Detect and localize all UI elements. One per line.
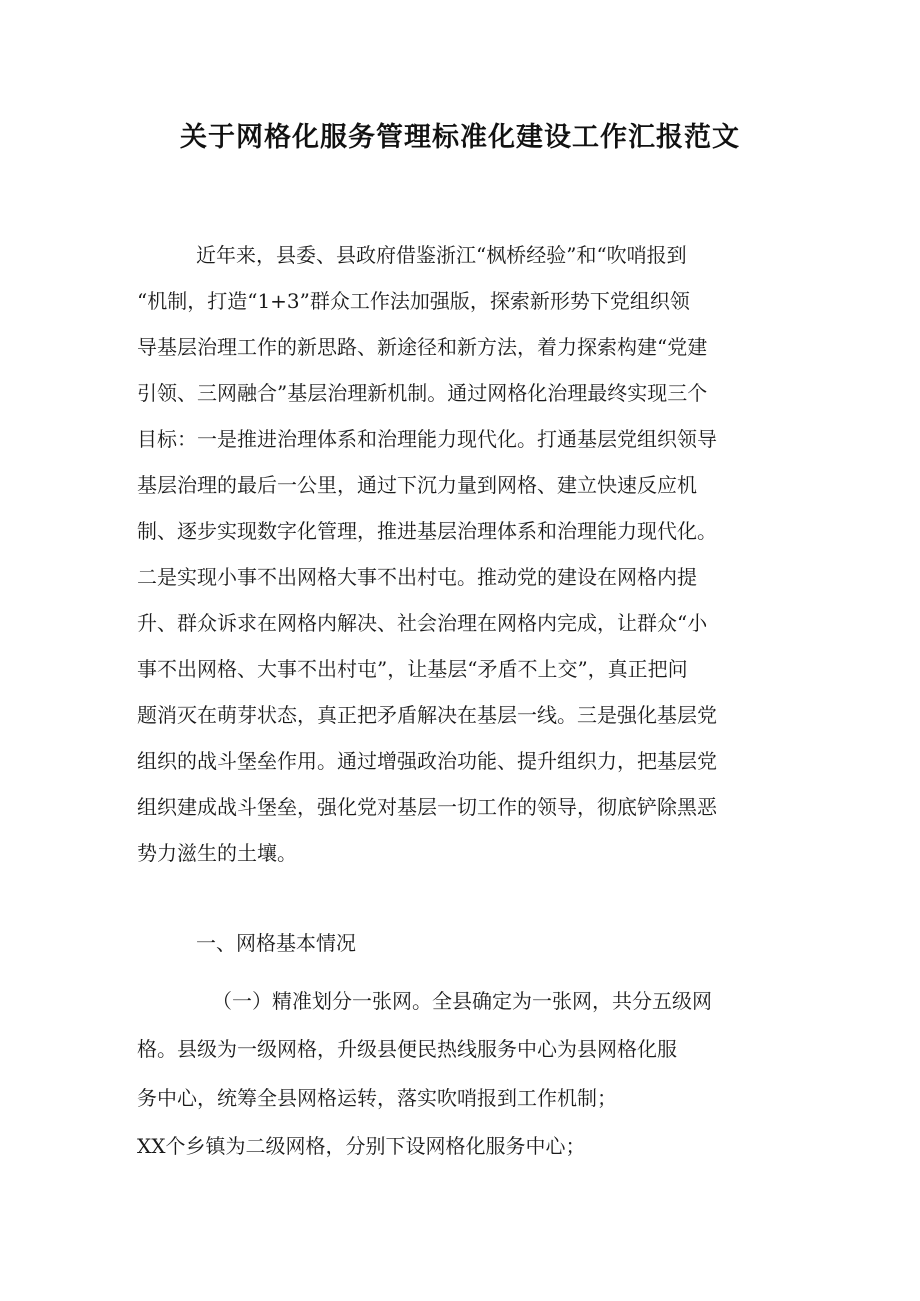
intro-line: 基层治理的最后一公里，通过下沉力量到网格、建立快速反应机 [137, 473, 697, 497]
intro-line: 升、群众诉求在网格内解决、社会治理在网格内完成，让群众“小 [137, 611, 708, 635]
intro-line: 二是实现小事不出网格大事不出村屯。推动党的建设在网格内提 [137, 565, 697, 589]
intro-line: 导基层治理工作的新思路、新途径和新方法，着力探索构建“党建 [137, 335, 708, 359]
intro-line: 势力滋生的土壤。 [137, 841, 297, 865]
intro-line: 题消灭在萌芽状态，真正把矛盾解决在基层一线。三是强化基层党 [137, 703, 717, 727]
intro-line: 组织的战斗堡垒作用。通过增强政治功能、提升组织力，把基层党 [137, 749, 717, 773]
section-line: （一）精准划分一张网。全县确定为一张网，共分五级网 [212, 989, 712, 1013]
intro-line: 组织建成战斗堡垒，强化党对基层一切工作的领导，彻底铲除黑恶 [137, 795, 717, 819]
document-title: 关于网格化服务管理标准化建设工作汇报范文 [180, 122, 740, 153]
section-line: 务中心，统筹全县网格运转，落实吹哨报到工作机制； [137, 1086, 617, 1110]
section-line: XX个乡镇为二级网格，分别下设网格化服务中心； [137, 1134, 586, 1158]
intro-line: 引领、三网融合”基层治理新机制。通过网格化治理最终实现三个 [137, 381, 708, 405]
intro-line: 事不出网格、大事不出村屯”，让基层“矛盾不上交”，真正把问 [137, 657, 688, 681]
intro-line: 制、逐步实现数字化管理，推进基层治理体系和治理能力现代化。 [137, 519, 717, 543]
intro-line: 近年来，县委、县政府借鉴浙江“枫桥经验”和“吹哨报到 [196, 243, 687, 267]
intro-line: “机制，打造“1+3”群众工作法加强版，探索新形势下党组织领 [137, 289, 690, 313]
section-heading: 一、网格基本情况 [196, 931, 356, 955]
section-line: 格。县级为一级网格，升级县便民热线服务中心为县网格化服 [137, 1037, 677, 1061]
intro-line: 目标：一是推进治理体系和治理能力现代化。打通基层党组织领导 [137, 427, 717, 451]
